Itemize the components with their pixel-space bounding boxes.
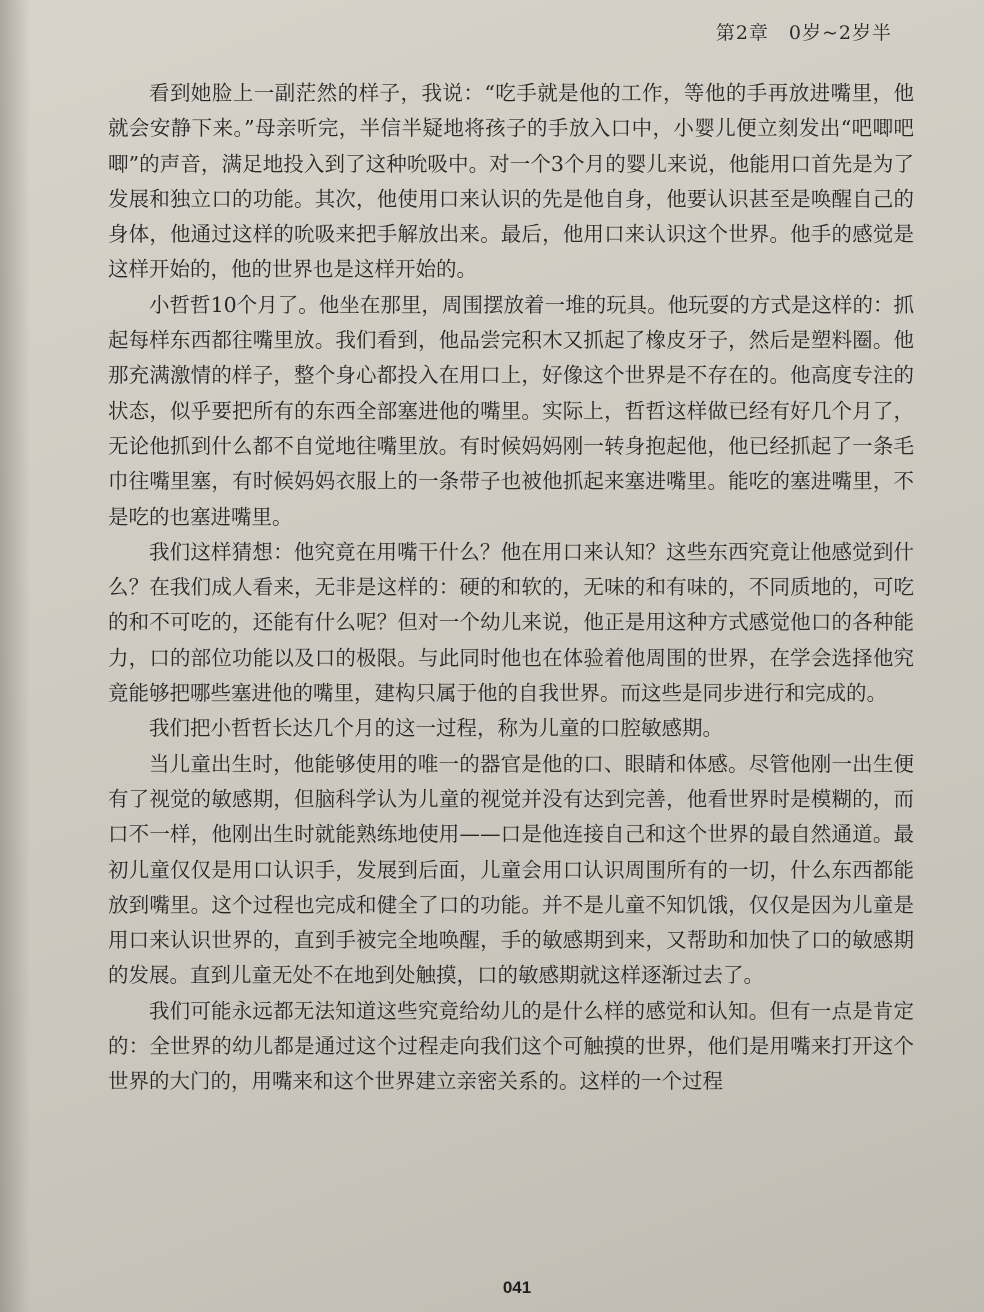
- body-text: [108, 76, 914, 1100]
- paragraph: 我们把小哲哲长达几个月的这一过程，称为儿童的口腔敏感期。: [149, 716, 723, 741]
- running-head: 第2章 0岁~2岁半: [715, 22, 892, 44]
- page-number: 041: [502, 1278, 532, 1297]
- spine-shadow: [0, 0, 30, 1312]
- paragraph: 当儿童出生时，他能够使用的唯一的器官是他的口、眼睛和体感。尽管他刚一出生便有了视觉的敏感期，但脑科学认为儿童的视觉并没有达到完善，他看世界时是模糊的，而口不一样，他刚出生时就能熟练地使用——口是他连接自己和这个世界的最自然通道。最初儿童仅仅是用口认识手，发展到后面，儿童会用口认识周围所有的一切，什么东西都能放到嘴里。这个过程也完成和健全了口的功能。并不是儿童不知饥饿，仅仅是因为儿童是用口来认识世界的，直到手被完全地唤醒，手的敏感期到来，又帮助和加快了口的敏感期的发展。直到儿童无处不在地到处触摸，口的敏感期就这样逐渐过去了。: [108, 751, 914, 988]
- paragraph: 小哲哲10个月了。他坐在那里，周围摆放着一堆的玩具。他玩耍的方式是这样的：抓起每样东西都往嘴里放。我们看到，他品尝完积木又抓起了橡皮牙子，然后是塑料圈。他那充满激情的样子，整个身心都投入在用口上，好像这个世界是不存在的。他高度专注的状态，似乎要把所有的东西全部塞进他的嘴里。实际上，哲哲这样做已经有好几个月了，无论他抓到什么都不自觉地往嘴里放。有时候妈妈刚一转身抱起他，他已经抓起了一条毛巾往嘴里塞，有时候妈妈衣服上的一条带子也被他抓起来塞进嘴里。能吃的塞进嘴里，不是吃的也塞进嘴里。: [108, 292, 914, 529]
- paragraph: 我们这样猜想：他究竟在用嘴干什么？他在用口来认知？这些东西究竟让他感觉到什么？在我们成人看来，无非是这样的：硬的和软的，无味的和有味的，不同质地的，可吃的和不可吃的，还能有什么呢？但对一个幼儿来说，他正是用这种方式感觉他口的各种能力，口的部位功能以及口的极限。与此同时他也在体验着他周围的世界，在学会选择他究竟能够把哪些塞进他的嘴里，建构只属于他的自我世界。而这些是同步进行和完成的。: [108, 539, 914, 706]
- paragraph: 看到她脸上一副茫然的样子，我说：“吃手就是他的工作，等他的手再放进嘴里，他就会安静下来。”母亲听完，半信半疑地将孩子的手放入口中，小婴儿便立刻发出“吧唧吧唧”的声音，满足地投入到了这种吮吸中。对一个3个月的婴儿来说，他能用口首先是为了发展和独立口的功能。其次，他使用口来认识的先是他自身，他要认识甚至是唤醒自己的身体，他通过这样的吮吸来把手解放出来。最后，他用口来认识这个世界。他手的感觉是这样开始的，他的世界也是这样开始的。: [108, 81, 914, 282]
- paragraph: 我们可能永远都无法知道这些究竟给幼儿的是什么样的感觉和认知。但有一点是肯定的：全世界的幼儿都是通过这个过程走向我们这个可触摸的世界，他们是用嘴来打开这个世界的大门的，用嘴来和这个世界建立亲密关系的。这样的一个过程: [108, 998, 914, 1094]
